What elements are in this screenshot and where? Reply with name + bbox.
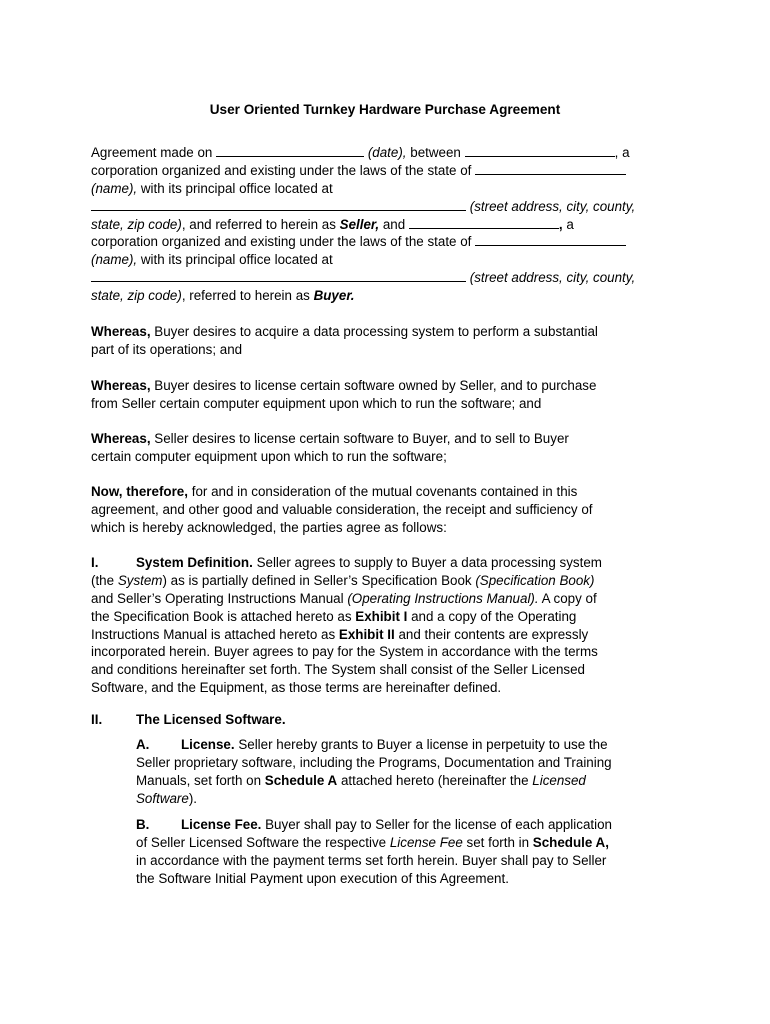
section-number: I. [91, 555, 99, 570]
subsection-heading: License Fee. [181, 817, 262, 832]
section-system-definition: I. System Definition. Seller agrees to supply to Buyer a data processing system (the System) as is partially defined in Seller’s Specification Book (Specification Book) and Seller’s Operating Instructions Manual (Operating Instructions Manual). A copy of the Specification Book is attached hereto as Exhibit I and a copy of the Operating Instructions Manual is attached hereto as Exhibit II and their contents are expressly incorporated herein. Buyer agrees to pay for the System in accordance with the terms and conditions hereinafter set forth. The System shall consist of the Seller Licensed Software, and the Equipment, as those terms are hereinafter defined. [91, 555, 602, 696]
whereas-paragraph-2: Whereas, Buyer desires to license certain software owned by Seller, and to purchase from Seller certain computer equipment upon which to run the software; and [91, 378, 597, 411]
subsection-license: A. License. Seller hereby grants to Buyer a license in perpetuity to use the Seller proprietary software, including the Programs, Documentation and Training Manuals, set forth on Schedule A attached hereto (hereinafter the Licensed Software). [136, 737, 612, 806]
document-title: User Oriented Turnkey Hardware Purchase Agreement [209, 102, 561, 117]
subsection-license-fee: B. License Fee. Buyer shall pay to Seller for the license of each application of Seller Licensed Software the respective License Fee set forth in Schedule A, in accordance with the payment terms set forth herein. Buyer shall pay to Seller the Software Initial Payment upon execution of this Agreement. [136, 817, 612, 886]
seller-address-blank [91, 198, 466, 211]
section-number: II. [91, 712, 103, 727]
date-blank [216, 144, 364, 157]
section-heading: System Definition. [136, 555, 253, 570]
buyer-address-blank [91, 269, 466, 282]
subsection-letter: B. [136, 817, 150, 832]
seller-name-blank [465, 144, 615, 157]
parties-paragraph: Agreement made on (date), between , a corporation organized and existing under the laws of the state of (name), with its principal office located at (street address, city, county, state, zip code), and referred to herein as Seller, and , a corporation organized and existing under the laws of the state of (name), with its principal office located at (street address, city, county, state, zip code), referred to herein as Buyer. [91, 145, 636, 304]
subsection-letter: A. [136, 737, 150, 752]
now-therefore-paragraph: Now, therefore, for and in consideration of the mutual covenants contained in this agreement, and other good and valuable consideration, the receipt and sufficiency of which is hereby acknowledged, the parties agree as follows: [91, 484, 593, 535]
section-licensed-software [91, 711, 681, 729]
whereas-paragraph-3: Whereas, Seller desires to license certain software to Buyer, and to sell to Buyer certain computer equipment upon which to run the software; [91, 431, 569, 464]
seller-state-blank [475, 162, 626, 175]
whereas-paragraph-1: Whereas, Buyer desires to acquire a data processing system to perform a substantial part of its operations; and [91, 324, 598, 357]
subsection-heading: License. [181, 737, 235, 752]
buyer-state-blank [475, 233, 626, 246]
section-heading: The Licensed Software. [136, 712, 286, 727]
buyer-name-blank [409, 216, 559, 229]
